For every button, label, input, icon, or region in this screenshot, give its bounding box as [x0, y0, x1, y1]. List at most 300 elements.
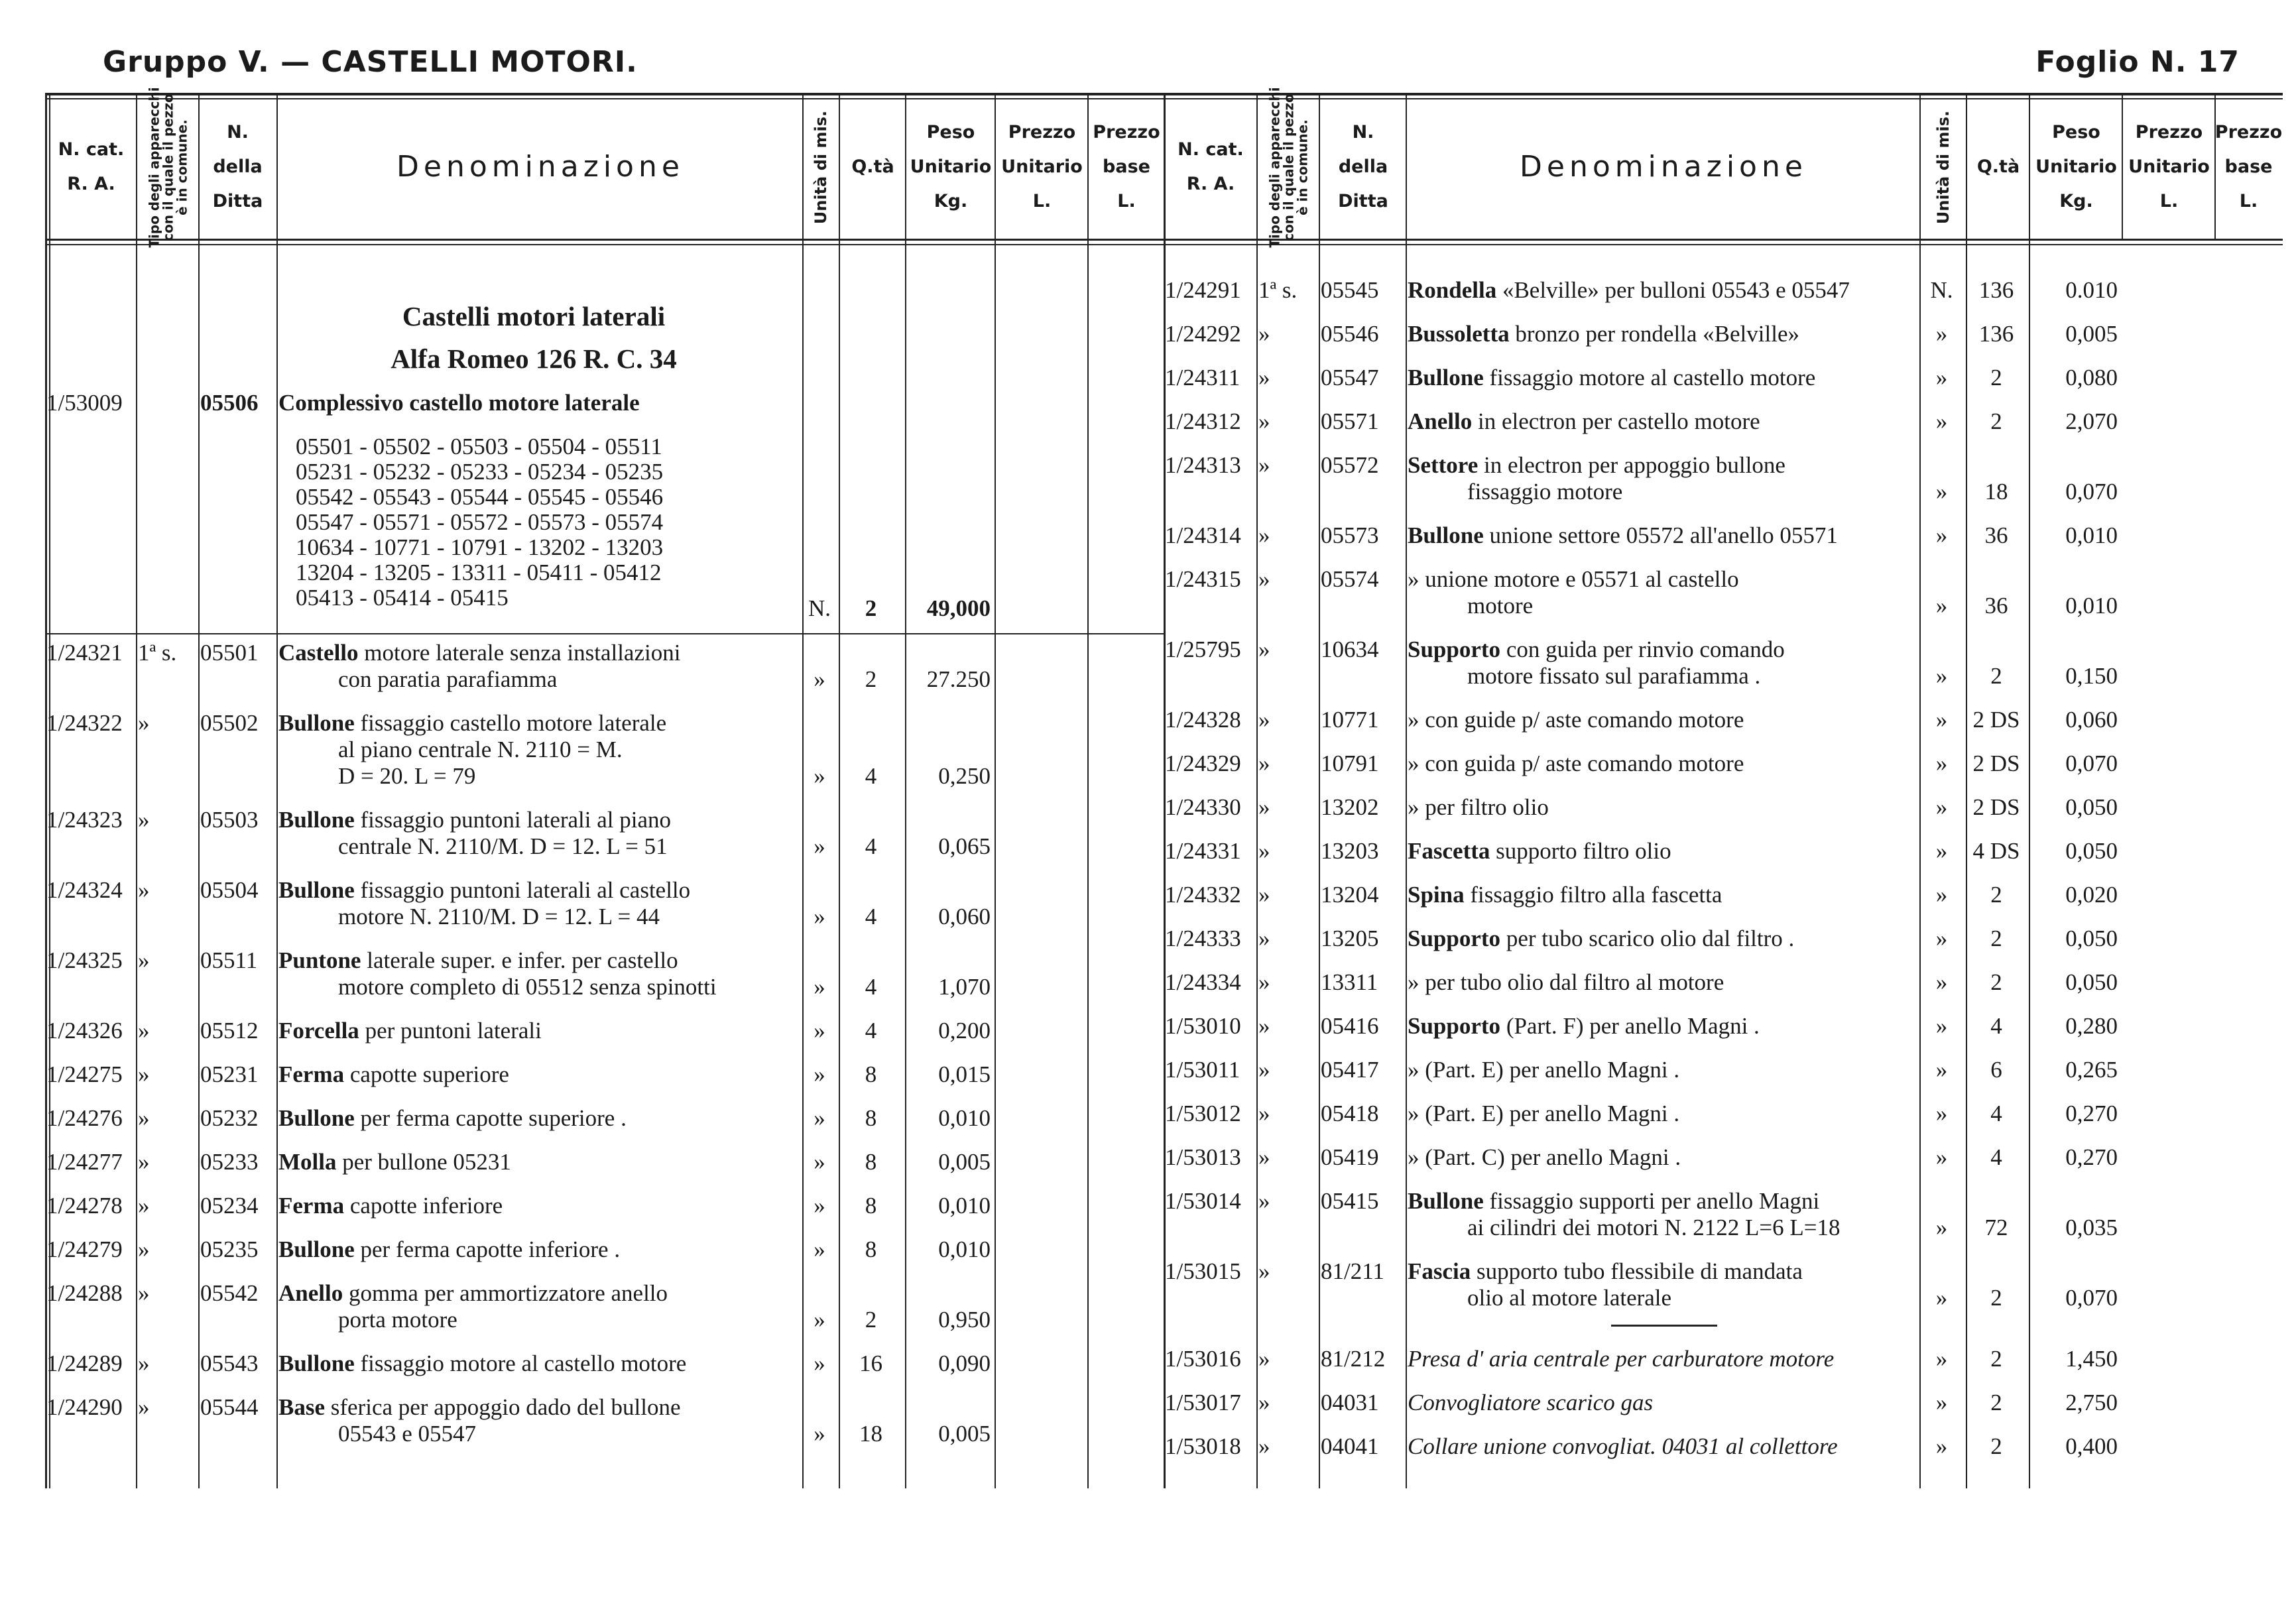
unit-of-measure: » [814, 833, 825, 859]
company-number: 05419 [1321, 1144, 1379, 1170]
unit-weight: 0,050 [2065, 969, 2118, 995]
header-right-tipo-line: con il quale il pezzo [1280, 93, 1297, 241]
item-description [278, 710, 798, 790]
component-code-line: 05542 - 05543 - 05544 - 05545 - 05546 [296, 484, 664, 510]
header-left-unita [804, 101, 839, 233]
unit-of-measure: » [1935, 1390, 1948, 1415]
quantity: 2 [865, 1307, 877, 1333]
description-keyword: Molla [278, 1149, 337, 1175]
company-number: 05418 [1321, 1101, 1379, 1126]
item-description [278, 390, 802, 416]
unit-weight: 0,950 [938, 1307, 991, 1333]
description-continuation: 05543 e 05547 [338, 1421, 477, 1447]
company-number: 05511 [200, 947, 258, 973]
description-keyword: Ferma [278, 1193, 345, 1219]
item-description [1408, 794, 1915, 821]
unit-of-measure: » [1935, 593, 1948, 619]
company-number: 05571 [1321, 408, 1379, 434]
equipment-type: » [1258, 1144, 1270, 1170]
unit-weight: 1,450 [2065, 1346, 2118, 1372]
catalog-number: 1/24311 [1165, 365, 1240, 390]
unit-weight: 49,000 [926, 595, 991, 621]
quantity: 136 [1978, 321, 2014, 347]
unit-weight: 0,005 [938, 1149, 991, 1175]
quantity: 4 [865, 763, 877, 789]
company-number: 05504 [200, 877, 259, 903]
quantity: 8 [865, 1061, 877, 1087]
description-text: per bullone 05231 [342, 1149, 511, 1175]
unit-weight: 0,150 [2065, 663, 2118, 689]
unit-weight: 0,010 [938, 1236, 991, 1262]
catalog-number: 1/24289 [46, 1350, 123, 1376]
quantity: 8 [865, 1236, 877, 1262]
company-number: 05574 [1321, 566, 1379, 592]
description-continuation: fissaggio motore [1467, 479, 1623, 505]
quantity: 8 [865, 1149, 877, 1175]
unit-weight: 0,070 [2065, 750, 2118, 776]
header-left-pb-line: Prezzo [1093, 122, 1160, 143]
catalog-number: 1/24321 [46, 640, 123, 666]
item-description [278, 1193, 798, 1219]
quantity: 4 [865, 904, 877, 929]
unit-weight: 0,010 [938, 1193, 991, 1219]
header-right-tipo-line: Tipo degli apparecchi [1266, 86, 1283, 248]
catalog-number: 1/24277 [46, 1149, 123, 1175]
header-left-peso [907, 101, 995, 233]
quantity: 2 DS [1972, 750, 2020, 776]
catalog-number: 1/53014 [1165, 1188, 1241, 1214]
catalog-number: 1/24312 [1165, 408, 1241, 434]
column-rule-left-peso [905, 93, 906, 1488]
description-keyword: Bussoletta [1408, 321, 1510, 347]
column-rule-right-tipo [1256, 93, 1258, 1488]
component-code-line: 13204 - 13205 - 13311 - 05411 - 05412 [296, 560, 662, 585]
description-text: fissaggio puntoni laterali al castello [360, 877, 691, 903]
description-keyword: Bullone [278, 1236, 355, 1262]
company-number: 05234 [200, 1193, 259, 1219]
quantity: 2 [1990, 663, 2002, 689]
unit-weight: 0,050 [2065, 794, 2118, 820]
column-rule-right-ditta [1319, 93, 1320, 1488]
component-code-line: 10634 - 10771 - 10791 - 13202 - 13203 [296, 534, 664, 560]
unit-of-measure: » [814, 1193, 825, 1219]
unit-of-measure: » [814, 763, 825, 789]
unit-of-measure: » [814, 1018, 825, 1044]
catalog-number: 1/24334 [1165, 969, 1241, 995]
header-left-peso-line: Unitario [910, 156, 992, 177]
company-number: 05512 [200, 1018, 259, 1044]
catalog-number: 1/24332 [1165, 882, 1241, 908]
unit-weight: 0,070 [2065, 1285, 2118, 1311]
catalog-number: 1/53010 [1165, 1013, 1241, 1039]
description-text: fissaggio filtro alla fascetta [1470, 882, 1722, 908]
quantity: 8 [865, 1193, 877, 1219]
unit-of-measure: » [814, 1105, 825, 1131]
unit-of-measure: » [814, 1149, 825, 1175]
header-right-pu [2124, 101, 2214, 233]
item-description [278, 1105, 798, 1132]
item-description [1408, 522, 1915, 549]
catalog-number: 1/53012 [1165, 1101, 1241, 1126]
unit-weight: 0,005 [2065, 321, 2118, 347]
header-left-denominazione: Denominazione [396, 150, 684, 184]
description-keyword: Spina [1408, 882, 1465, 908]
description-italic: Convogliatore scarico gas [1408, 1390, 1654, 1415]
header-left-tipo-line: con il quale il pezzo [160, 93, 176, 241]
unit-weight: 0.010 [2065, 277, 2118, 303]
description-keyword: Forcella [278, 1018, 359, 1044]
header-left-tipo [138, 86, 199, 248]
quantity: 16 [859, 1350, 882, 1376]
company-number: 05501 [200, 640, 259, 666]
quantity: 2 [1990, 926, 2002, 951]
header-right-ditta-line: della [1338, 156, 1388, 177]
item-description [1408, 321, 1915, 347]
description-continuation: centrale N. 2110/M. D = 12. L = 51 [338, 833, 668, 859]
unit-weight: 0,050 [2065, 926, 2118, 951]
description-text: per puntoni laterali [365, 1018, 542, 1044]
equipment-type: » [138, 1394, 150, 1420]
description-text: motore laterale senza installazioni [364, 640, 681, 666]
company-number: 05506 [200, 390, 259, 416]
description-continuation: D = 20. L = 79 [338, 763, 476, 789]
unit-weight: 1,070 [938, 974, 991, 1000]
description-text: fissaggio motore al castello motore [1489, 365, 1816, 390]
equipment-type: » [138, 1149, 150, 1175]
equipment-type: 1ª s. [1258, 277, 1298, 303]
description-keyword: Bullone [1408, 365, 1484, 390]
left-section-rule [46, 633, 1164, 634]
description-keyword: Supporto [1408, 926, 1501, 951]
item-description [1408, 277, 1915, 304]
quantity: 4 [865, 974, 877, 1000]
header-right-cat-line: R. A. [1186, 174, 1235, 194]
description-text: » (Part. E) per anello Magni . [1408, 1057, 1680, 1083]
description-text: sferica per appoggio dado del bullone [330, 1394, 681, 1420]
description-keyword: Settore [1408, 452, 1479, 478]
catalog-number: 1/24314 [1165, 522, 1241, 548]
unit-weight: 0,020 [2065, 882, 2118, 908]
item-description [1408, 750, 1915, 777]
item-description [1408, 838, 1915, 865]
description-text: capotte superiore [349, 1061, 509, 1087]
unit-weight: 0,010 [2065, 593, 2118, 619]
column-rule-right-peso [2029, 93, 2030, 1488]
header-right-qty: Q.tà [1976, 156, 2020, 177]
quantity: 2 [865, 666, 877, 692]
description-text: » per tubo olio dal filtro al motore [1408, 969, 1724, 995]
component-code-line: 05231 - 05232 - 05233 - 05234 - 05235 [296, 459, 664, 485]
description-keyword: Supporto [1408, 1013, 1501, 1039]
quantity: 2 [865, 595, 877, 621]
description-text: supporto tubo flessibile di mandata [1477, 1258, 1803, 1284]
company-number: 81/212 [1321, 1346, 1386, 1372]
item-description [1408, 1144, 1915, 1171]
description-keyword: Fascia [1408, 1258, 1471, 1284]
description-italic: Presa d' aria centrale per carburatore motore [1408, 1346, 1835, 1372]
item-description [1408, 1390, 1915, 1416]
component-code-line: 05413 - 05414 - 05415 [296, 585, 509, 611]
column-rule-left-ditta [198, 93, 200, 1488]
quantity: 2 [1990, 1285, 2002, 1311]
company-number: 05415 [1321, 1188, 1379, 1214]
quantity: 2 DS [1972, 794, 2020, 820]
catalog-number: 1/24290 [46, 1394, 123, 1420]
unit-of-measure: » [1935, 1013, 1948, 1039]
equipment-type: » [1258, 882, 1270, 908]
quantity: 136 [1978, 277, 2014, 303]
quantity: 4 [1990, 1101, 2002, 1126]
header-left-pb-line: L. [1117, 191, 1136, 211]
description-continuation: motore [1467, 593, 1534, 619]
equipment-type: » [1258, 321, 1270, 347]
description-text: capotte inferiore [349, 1193, 503, 1219]
item-description [278, 640, 798, 693]
equipment-type: » [138, 1061, 150, 1087]
company-number: 13204 [1321, 882, 1379, 908]
equipment-type: » [1258, 1188, 1270, 1214]
unit-of-measure: » [1935, 882, 1948, 908]
unit-of-measure: N. [1930, 277, 1953, 303]
unit-of-measure: » [814, 1061, 825, 1087]
equipment-type: » [1258, 750, 1270, 776]
catalog-number: 1/24324 [46, 877, 123, 903]
header-left-tipo-line: Tipo degli apparecchi [146, 86, 162, 248]
description-text: supporto filtro olio [1496, 838, 1671, 864]
quantity: 4 [1990, 1013, 2002, 1039]
quantity: 36 [1984, 593, 2008, 619]
unit-weight: 0,035 [2065, 1215, 2118, 1240]
description-text: » per filtro olio [1408, 794, 1549, 820]
catalog-number: 1/24278 [46, 1193, 123, 1219]
description-keyword: Ferma [278, 1061, 345, 1087]
equipment-type: » [1258, 1101, 1270, 1126]
unit-weight: 0,400 [2065, 1433, 2118, 1459]
unit-weight: 0,060 [2065, 707, 2118, 733]
section-title-line-1: Castelli motori laterali [402, 301, 666, 331]
description-text: per tubo scarico olio dal filtro . [1506, 926, 1795, 951]
catalog-number: 1/24315 [1165, 566, 1241, 592]
unit-of-measure: » [1935, 1144, 1948, 1170]
header-right-peso-line: Kg. [2059, 191, 2093, 211]
unit-of-measure: » [1935, 321, 1948, 347]
catalog-number: 1/24326 [46, 1018, 123, 1044]
description-keyword: Bullone [278, 877, 355, 903]
unit-weight: 0,265 [2065, 1057, 2118, 1083]
unit-of-measure: » [814, 1350, 825, 1376]
header-left-tipo-text [148, 87, 190, 247]
header-left-pu-line: Unitario [1001, 156, 1083, 177]
description-text: in electron per appoggio bullone [1484, 452, 1785, 478]
company-number: 13202 [1321, 794, 1379, 820]
header-right-peso [2031, 101, 2122, 233]
equipment-type: 1ª s. [138, 640, 177, 666]
company-number: 05233 [200, 1149, 259, 1175]
header-left-cat [46, 101, 136, 233]
item-description [1408, 707, 1915, 733]
company-number: 05542 [200, 1280, 259, 1306]
unit-weight: 0,070 [2065, 479, 2118, 505]
quantity: 2 [1990, 882, 2002, 908]
company-number: 05572 [1321, 452, 1379, 478]
quantity: 2 [1990, 1346, 2002, 1372]
company-number: 13203 [1321, 838, 1379, 864]
item-description [1408, 1433, 1915, 1460]
item-description [278, 1350, 798, 1377]
item-description [1408, 1057, 1915, 1083]
catalog-number: 1/53011 [1165, 1057, 1240, 1083]
item-description [278, 877, 798, 930]
item-description [278, 1236, 798, 1263]
equipment-type: » [1258, 969, 1270, 995]
equipment-type: » [1258, 1258, 1270, 1284]
equipment-type: » [1258, 1433, 1270, 1459]
unit-of-measure: » [1935, 838, 1948, 864]
company-number: 04041 [1321, 1433, 1379, 1459]
equipment-type: » [138, 710, 150, 736]
description-text: » con guida p/ aste comando motore [1408, 750, 1744, 776]
item-description [1408, 969, 1915, 996]
description-text: » con guide p/ aste comando motore [1408, 707, 1744, 733]
header-right-pu-line: Prezzo [2135, 122, 2203, 143]
description-continuation: con paratia parafiamma [338, 666, 558, 692]
equipment-type: » [1258, 707, 1270, 733]
component-code-list [296, 434, 663, 611]
company-number: 05417 [1321, 1057, 1379, 1083]
catalog-number: 1/53018 [1165, 1433, 1241, 1459]
header-right-denominazione: Denominazione [1520, 150, 1807, 184]
description-keyword: Castello [278, 640, 359, 666]
item-description [1408, 408, 1915, 435]
company-number: 10771 [1321, 707, 1379, 733]
unit-weight: 0,080 [2065, 365, 2118, 390]
equipment-type: » [1258, 1390, 1270, 1415]
description-text: bronzo per rondella «Belville» [1515, 321, 1799, 347]
unit-of-measure: » [1935, 1285, 1948, 1311]
company-number: 10634 [1321, 636, 1379, 662]
description-continuation: motore N. 2110/M. D = 12. L = 44 [338, 904, 660, 929]
equipment-type: » [1258, 1346, 1270, 1372]
column-rule-left-pu [995, 93, 996, 1488]
equipment-type: » [138, 1105, 150, 1131]
catalog-number: 1/24288 [46, 1280, 123, 1306]
company-number: 05573 [1321, 522, 1379, 548]
description-text: (Part. F) per anello Magni . [1506, 1013, 1760, 1039]
company-number: 05544 [200, 1394, 259, 1420]
frame-left-rule [45, 93, 47, 1488]
description-text: in electron per castello motore [1477, 408, 1760, 434]
description-keyword: Supporto [1408, 636, 1501, 662]
unit-weight: 0,010 [2065, 522, 2118, 548]
unit-weight: 0,005 [938, 1421, 991, 1447]
equipment-type: » [138, 1018, 150, 1044]
unit-weight: 2,750 [2065, 1390, 2118, 1415]
item-description [278, 1018, 798, 1044]
header-left-pb-line: base [1103, 156, 1150, 177]
description-text: gomma per ammortizzatore anello [348, 1280, 668, 1306]
quantity: 18 [1984, 479, 2008, 505]
description-text: per ferma capotte superiore . [360, 1105, 627, 1131]
unit-of-measure: » [1935, 522, 1948, 548]
quantity: 18 [859, 1421, 882, 1447]
frame-left-rule-inner [49, 93, 50, 1488]
unit-of-measure: » [1935, 663, 1948, 689]
equipment-type: » [138, 1350, 150, 1376]
quantity: 2 [1990, 365, 2002, 390]
equipment-type: » [138, 877, 150, 903]
catalog-number: 1/24275 [46, 1061, 123, 1087]
equipment-type: » [138, 947, 150, 973]
header-left-peso-line: Kg. [934, 191, 968, 211]
unit-weight: 0,015 [938, 1061, 991, 1087]
unit-of-measure: » [814, 1421, 825, 1447]
catalog-number: 1/24331 [1165, 838, 1241, 864]
header-right-unita-text: Unità di mis. [1934, 110, 1953, 224]
equipment-type: » [138, 807, 150, 833]
quantity: 8 [865, 1105, 877, 1131]
description-text: per ferma capotte inferiore . [360, 1236, 621, 1262]
header-left-pu-line: L. [1032, 191, 1052, 211]
company-number: 10791 [1321, 750, 1379, 776]
unit-weight: 0,010 [938, 1105, 991, 1131]
item-description [1408, 566, 1915, 619]
item-description [278, 1149, 798, 1175]
item-description [1408, 1188, 1915, 1241]
quantity: 36 [1984, 522, 2008, 548]
catalog-number: 1/24329 [1165, 750, 1241, 776]
unit-of-measure: » [814, 666, 825, 692]
description-text: con guida per rinvio comando [1506, 636, 1785, 662]
sheet-number: Foglio N. 17 [2035, 45, 2240, 79]
header-left-pb [1089, 101, 1164, 233]
equipment-type: » [1258, 1013, 1270, 1039]
header-right-pb-line: L. [2239, 191, 2258, 211]
catalog-number: 1/24292 [1165, 321, 1241, 347]
description-keyword: Bullone [1408, 522, 1484, 548]
item-description [1408, 882, 1915, 908]
item-description [278, 1394, 798, 1447]
description-continuation: motore fissato sul parafiamma . [1467, 663, 1761, 689]
equipment-type: » [1258, 926, 1270, 951]
group-title: Gruppo V. — CASTELLI MOTORI. [103, 45, 638, 79]
column-rule-left-tipo [136, 93, 137, 1488]
quantity: 6 [1990, 1057, 2002, 1083]
column-rule-left-denom [276, 93, 278, 1488]
equipment-type: » [1258, 838, 1270, 864]
description-keyword: Anello [1408, 408, 1473, 434]
unit-weight: 2,070 [2065, 408, 2118, 434]
header-right-peso-line: Peso [2052, 122, 2100, 143]
header-left-pu [997, 101, 1087, 233]
catalog-number: 1/24322 [46, 710, 123, 736]
company-number: 05546 [1321, 321, 1379, 347]
unit-weight: 0,280 [2065, 1013, 2118, 1039]
company-number: 05545 [1321, 277, 1379, 303]
description-text: laterale super. e infer. per castello [367, 947, 678, 973]
item-description [278, 1280, 798, 1333]
quantity: 2 [1990, 408, 2002, 434]
catalog-number: 1/24328 [1165, 707, 1241, 733]
section-title-line-2: Alfa Romeo 126 R. C. 34 [391, 343, 677, 374]
unit-of-measure: » [814, 904, 825, 929]
description-text: fissaggio supporti per anello Magni [1489, 1188, 1820, 1214]
description-text: » (Part. E) per anello Magni . [1408, 1101, 1680, 1126]
quantity: 72 [1984, 1215, 2008, 1240]
equipment-type: » [138, 1280, 150, 1306]
item-description [278, 807, 798, 860]
catalog-number: 1/24333 [1165, 926, 1241, 951]
unit-of-measure: » [1935, 1215, 1948, 1240]
